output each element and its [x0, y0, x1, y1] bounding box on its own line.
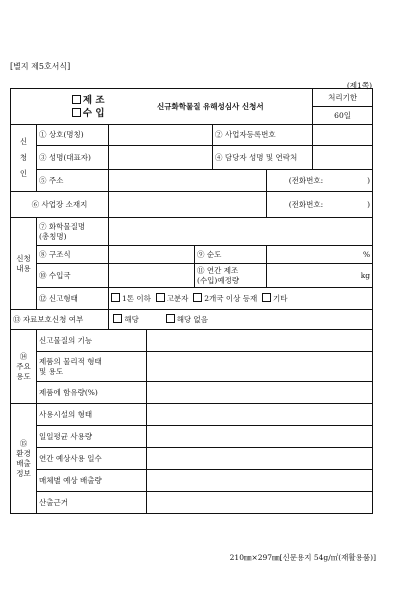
biz-reg-label: ② 사업자등록번호 — [213, 125, 313, 146]
structure-field[interactable] — [109, 246, 195, 264]
option-polymer-checkbox[interactable] — [156, 293, 165, 302]
protection-yes-checkbox[interactable] — [113, 314, 122, 323]
option-other-checkbox[interactable] — [262, 293, 271, 302]
application-form — [10, 88, 373, 514]
protection-no-checkbox[interactable] — [166, 314, 175, 323]
calc-basis-label: 산출근거 — [37, 492, 147, 514]
address-phone-close: ) — [367, 175, 371, 185]
paper-spec: 210㎜×297㎜[신문용지 54g/㎡(재활용품)] — [229, 553, 376, 562]
annual-days-label: 연간 예상사용 일수 — [37, 448, 147, 470]
address-field[interactable] — [109, 170, 267, 192]
site-label: ⑥ 사업장 소재지 — [11, 192, 109, 218]
usage-function-label: 신고물질의 기능 — [37, 330, 147, 352]
importer-field[interactable] — [109, 264, 195, 288]
usage-content-label: 제품에 함유량(%) — [37, 382, 147, 404]
option-multi-country-label: 2개국 이상 등재 — [204, 294, 258, 303]
structure-label: ⑧ 구조식 — [37, 246, 109, 264]
daily-usage-field[interactable] — [147, 426, 373, 448]
deadline-label: 처리기한 — [313, 89, 373, 107]
importer-label: ⑩ 수입국 — [37, 264, 109, 288]
applicant-label: 신 청 인 — [11, 125, 37, 192]
usage-content-field[interactable] — [147, 382, 373, 404]
type-checkboxes: 제 조 수 입 — [11, 89, 109, 125]
usage-form-label: 제품의 물리적 형태 및 용도 — [37, 352, 147, 382]
site-field[interactable] — [109, 192, 267, 218]
application-label: 신청 내용 — [11, 218, 37, 310]
usage-form-field[interactable] — [147, 352, 373, 382]
report-type-options — [109, 288, 373, 310]
calc-basis-field[interactable] — [147, 492, 373, 514]
company-name-field[interactable] — [109, 125, 213, 146]
purity-unit: % — [362, 249, 371, 259]
address-phone-field[interactable] — [267, 170, 373, 192]
protection-label: ⑬ 자료보호신청 여부 — [11, 310, 109, 330]
media-emission-field[interactable] — [147, 470, 373, 492]
biz-reg-field[interactable] — [313, 125, 373, 146]
site-phone-field[interactable] — [267, 192, 373, 218]
protection-options — [109, 310, 373, 330]
protection-no-label: 해당 없음 — [176, 315, 209, 324]
form-title: 신규화학물질 유해성심사 신청서 — [109, 89, 313, 125]
option-multi-country-checkbox[interactable] — [193, 293, 202, 302]
deadline-value: 60일 — [313, 107, 373, 125]
manufacture-checkbox[interactable] — [72, 95, 81, 104]
chem-name-field[interactable] — [109, 218, 373, 246]
annual-days-field[interactable] — [147, 448, 373, 470]
option-polymer-label: 고분자 — [166, 294, 189, 303]
usage-label: ⑭ 주요 용도 — [11, 330, 37, 404]
rep-name-label: ③ 성명(대표자) — [37, 146, 109, 170]
option-1ton-label: 1톤 이하 — [122, 294, 151, 303]
rep-name-field[interactable] — [109, 146, 213, 170]
contact-label: ④ 담당자 성명 및 연락처 — [213, 146, 313, 170]
contact-field[interactable] — [313, 146, 373, 170]
daily-usage-label: 일일평균 사용량 — [37, 426, 147, 448]
option-other-label: 기타 — [273, 294, 288, 303]
address-phone-label: (전화번호: — [288, 175, 324, 185]
annual-unit: kg — [360, 270, 371, 280]
report-type-label: ⑫ 신고형태 — [37, 288, 109, 310]
option-1ton-checkbox[interactable] — [111, 293, 120, 302]
purity-field[interactable] — [267, 246, 373, 264]
usage-function-field[interactable] — [147, 330, 373, 352]
purity-label: ⑨ 순도 — [195, 246, 267, 264]
facility-type-field[interactable] — [147, 404, 373, 426]
facility-type-label: 사용시설의 형태 — [37, 404, 147, 426]
company-name-label: ① 상호(명칭) — [37, 125, 109, 146]
media-emission-label: 매체별 예상 배출량 — [37, 470, 147, 492]
annual-label: ⑪ 연간 제조 (수입)예정량 — [195, 264, 267, 288]
protection-yes-label: 해당 — [124, 315, 139, 324]
emission-label: ⑮ 환경 배출 정보 — [11, 404, 37, 514]
page-number: (제1쪽) — [346, 81, 372, 90]
chem-name-label: ⑦ 화학물질명 (총칭명) — [37, 218, 109, 246]
address-label: ⑤ 주소 — [37, 170, 109, 192]
site-phone-label: (전화번호: — [288, 199, 324, 209]
site-phone-close: ) — [367, 199, 371, 209]
annual-field[interactable] — [267, 264, 373, 288]
import-checkbox[interactable] — [72, 108, 81, 117]
form-number: [별지 제5호서식] — [10, 62, 71, 71]
